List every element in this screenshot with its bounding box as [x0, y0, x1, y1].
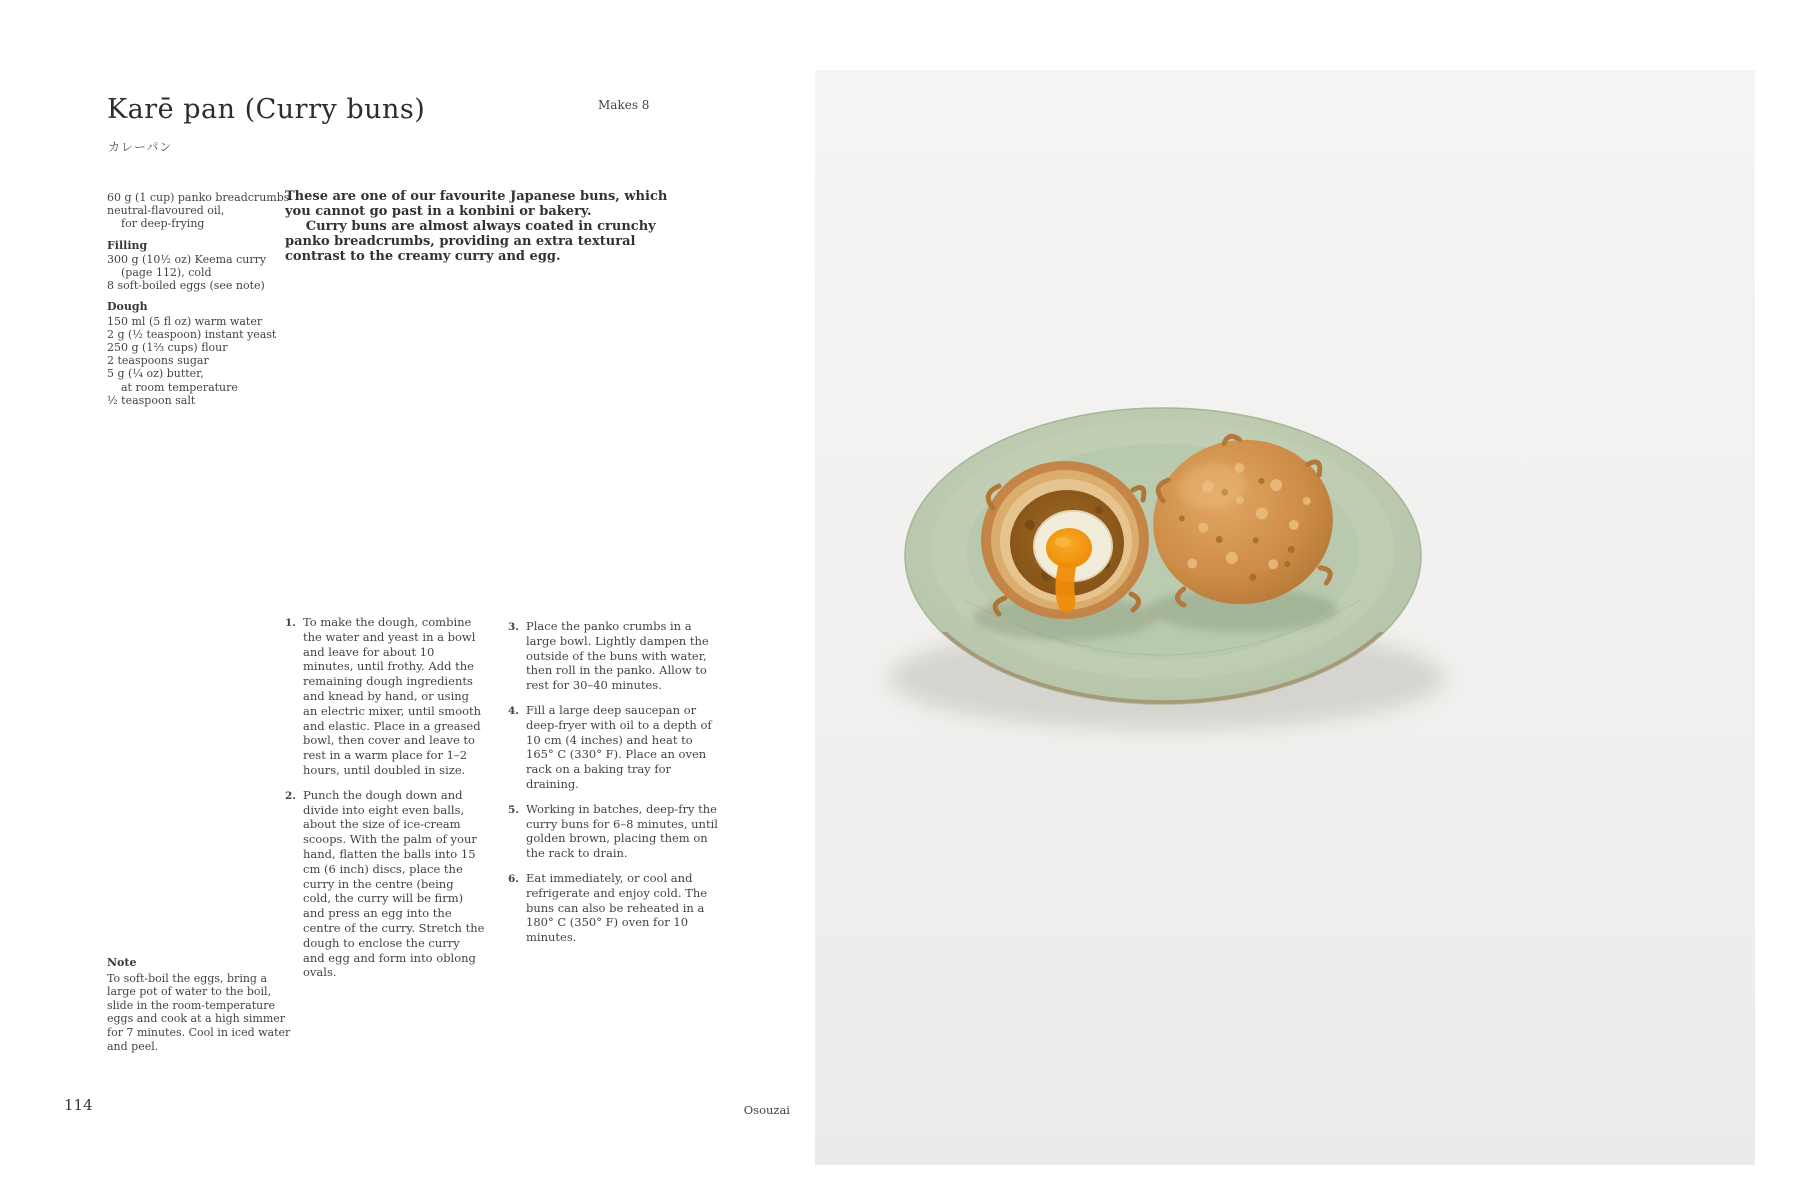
note-heading: Note [107, 956, 137, 969]
ingredient-item: 150 ml (5 fl oz) warm water [107, 314, 263, 328]
ingredient-item: for deep-frying [121, 217, 205, 231]
title-japanese: カレーパン [108, 140, 173, 154]
method-steps-column-1 [285, 615, 485, 990]
yolk-drip [1055, 562, 1077, 612]
step-text: Fill a large deep saucepan or deep-fryer with oil to a depth of 10 cm (4 inches) and heat to 165° C (330° F). Place an oven rack on a baking tray for draining. [526, 702, 712, 791]
step-item [285, 788, 485, 980]
step-item [508, 871, 718, 945]
ingredient-item: 300 g (10½ oz) Keema curry [107, 252, 267, 266]
ingredient-group-heading: Filling [107, 238, 148, 252]
ingredient-item: ½ teaspoon salt [107, 393, 196, 407]
ingredient-item: 250 g (1⅔ cups) flour [107, 341, 228, 355]
intro-paragraph-2: Curry buns are almost always coated in crunchy panko breadcrumbs, providing an extra textural contrast to the creamy curry and egg. [285, 219, 656, 264]
step-item [508, 619, 718, 693]
step-number: 4. [508, 704, 519, 717]
step-text: Punch the dough down and divide into eight even balls, about the size of ice-cream scoops. With the palm of your hand, flatten the balls into 15 cm (6 inch) discs, place the curry in the centre (being cold, the curry will be firm) and press an egg into the centre of the curry. Stretch the dough to enclose the curry and egg and form into oblong ovals. [303, 787, 485, 980]
intro-paragraph-1: These are one of our favourite Japanese buns, which you cannot go past in a konbini or bakery. [285, 189, 668, 219]
egg-yolk [1046, 528, 1092, 568]
ingredient-item: (page 112), cold [121, 266, 212, 280]
page-number: 114 [64, 1096, 93, 1114]
step-item [285, 615, 485, 778]
note-text: To soft-boil the eggs, bring a large pot of water to the boil, slide in the room-temperature eggs and cook at a high simmer for 7 minutes. Cool in iced water and peel. [107, 971, 291, 1053]
chapter-footer: Osouzai [743, 1103, 790, 1117]
ingredient-item: 8 soft-boiled eggs (see note) [107, 279, 265, 293]
ingredient-item: 60 g (1 cup) panko breadcrumbs [107, 191, 290, 204]
ingredient-item: 5 g (¼ oz) butter, [107, 367, 204, 381]
step-number: 5. [508, 803, 519, 816]
page-title: Karē pan (Curry buns) [107, 94, 426, 125]
curry-bun-cut [981, 461, 1149, 619]
ingredient-item: at room temperature [121, 380, 238, 394]
step-text: Place the panko crumbs in a large bowl. Lightly dampen the outside of the buns with water, then roll in the panko. Allow to rest for 30–40 minutes. [526, 619, 709, 693]
yield-label: Makes 8 [598, 98, 650, 112]
step-number: 2. [285, 789, 296, 802]
ingredients-list [107, 191, 292, 407]
step-item [508, 703, 718, 792]
ingredient-group-heading: Dough [107, 300, 148, 314]
step-number: 3. [508, 621, 519, 633]
step-text: Working in batches, deep-fry the curry buns for 6–8 minutes, until golden brown, placing them on the rack to drain. [526, 801, 718, 861]
food-photo [815, 70, 1755, 1165]
step-text: To make the dough, combine the water and yeast in a bowl and leave for about 10 minutes, until frothy. Add the remaining dough ingredients and knead by hand, or using an electric mixer, until smooth and elastic. Place in a greased bowl, then cover and leave to rest in a warm place for 1–2 hours, until doubled in size. [303, 615, 482, 777]
step-item [508, 802, 718, 861]
method-steps-column-2 [508, 619, 718, 955]
intro-text [285, 189, 693, 264]
ingredient-item: 2 teaspoons sugar [107, 354, 209, 368]
step-number: 6. [508, 872, 519, 885]
ingredient-item: 2 g (½ teaspoon) instant yeast [107, 327, 277, 341]
note [107, 956, 292, 1053]
step-text: Eat immediately, or cool and refrigerate and enjoy cold. The buns can also be reheated in a 180° C (350° F) oven for 10 minutes. [526, 870, 708, 945]
ingredient-item: neutral-flavoured oil, [107, 204, 225, 218]
step-number: 1. [285, 617, 296, 629]
